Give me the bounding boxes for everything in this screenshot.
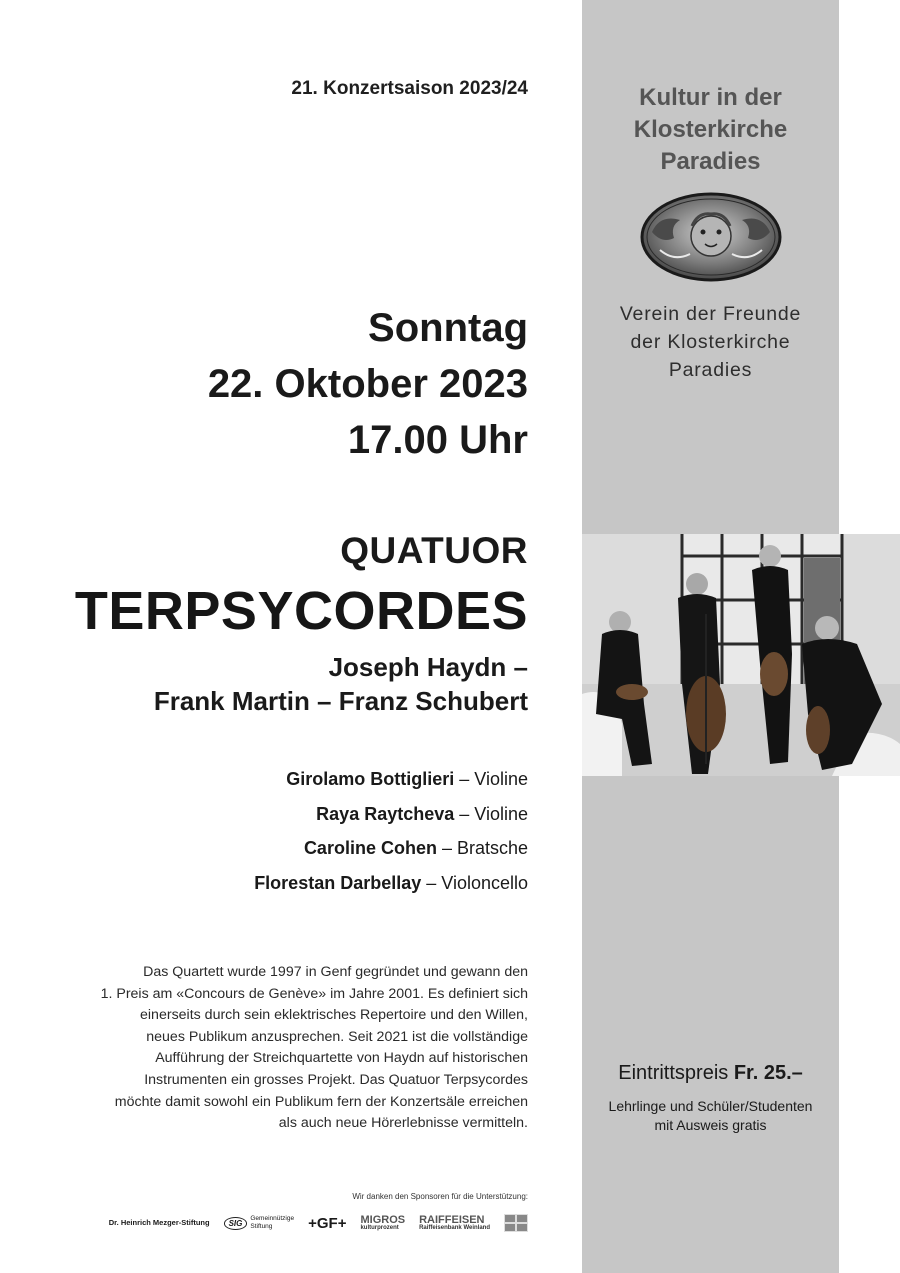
sponsor-thanks: Wir danken den Sponsoren für die Unterstützung: (352, 1192, 528, 1201)
sponsor-raiffeisen (419, 1215, 490, 1231)
sponsor-box-logo-icon (504, 1214, 528, 1232)
kultur-heading (582, 82, 839, 178)
description-line: Das Quartett wurde 1997 in Genf gegründet und gewann den (143, 964, 528, 980)
concert-date (208, 300, 528, 468)
kultur-line: Klosterkirche (633, 116, 788, 143)
price-note-line1: Lehrlinge und Schüler/Studenten (608, 1098, 813, 1114)
quartet-photo (582, 534, 900, 776)
sponsor-logos (109, 1214, 528, 1232)
ensemble-line1: QUATUOR (340, 530, 528, 571)
musician-instrument: – Bratsche (436, 838, 528, 858)
musician-list (254, 762, 528, 900)
description-line: Instrumenten ein grosses Projekt. Das Quatuor Terpsycordes (144, 1071, 528, 1088)
composers-line1: Joseph Haydn – (328, 652, 528, 682)
sig-line2: Stiftung (250, 1223, 273, 1230)
musician-row (254, 797, 528, 832)
price-note (582, 1097, 839, 1135)
season-label: 21. Konzertsaison 2023/24 (291, 78, 528, 99)
description-line: einerseits durch sein eklektrisches Repertoire und den Willen, (140, 1007, 528, 1024)
sig-logo-icon: SIG (224, 1217, 248, 1230)
raiffeisen-line2: Raiffeisenbank Weinland (419, 1225, 490, 1231)
musician-name: Girolamo Bottiglieri (286, 769, 455, 789)
description-line: möchte damit sowohl ein Publikum fern der Konzertsäle erreichen (114, 1093, 528, 1110)
musician-row (254, 831, 528, 866)
composers-line2: Frank Martin – Franz Schubert (153, 686, 528, 716)
price (582, 1062, 839, 1085)
verein-line: Paradies (668, 359, 753, 381)
musician-name: Raya Raytcheva (316, 803, 455, 824)
sig-line1: Gemeinnützige (250, 1215, 295, 1222)
description-line: neues Publikum anzusprechen. Seit 2021 ist die vollständige (146, 1028, 528, 1045)
musician-row (254, 866, 528, 901)
date-day: 22. Oktober 2023 (207, 362, 528, 406)
kultur-line: Paradies (660, 148, 761, 175)
weekday: Sonntag (368, 306, 528, 350)
composers (154, 650, 528, 718)
sponsor-sig (224, 1215, 295, 1231)
sponsor-migros (360, 1215, 405, 1231)
description-line: Aufführung der Streichquartette von Haydn auf historischen (155, 1050, 528, 1067)
sponsor-gf: +GF+ (308, 1214, 347, 1232)
description (101, 962, 528, 1135)
ensemble-line2: TERPSYCORDES (74, 581, 528, 641)
musician-name: Caroline Cohen (303, 838, 437, 858)
migros-line2: kulturprozent (360, 1225, 399, 1231)
verein-line: Verein der Freunde (619, 303, 802, 325)
price-amount: Fr. 25.– (733, 1062, 803, 1084)
kultur-line: Kultur in der (639, 84, 782, 111)
musician-instrument: – Violoncello (421, 872, 528, 893)
verein-text (582, 300, 839, 384)
raiffeisen-line1: RAIFFEISEN (419, 1214, 485, 1226)
musician-instrument: – Violine (454, 803, 528, 824)
description-line: als auch neue Hörerlebnisse vermitteln. (278, 1115, 528, 1132)
verein-line: der Klosterkirche (630, 331, 791, 353)
musician-instrument: – Violine (454, 769, 528, 789)
musician-name: Florestan Darbellay (254, 872, 422, 893)
price-label: Eintrittspreis (618, 1062, 734, 1084)
description-line: 1. Preis am «Concours de Genève» im Jahre 2001. Es definiert sich (100, 985, 528, 1002)
quartet-photo-image (582, 534, 900, 776)
musician-row (254, 762, 528, 797)
concert-time: 17.00 Uhr (347, 418, 528, 462)
cherub-medallion-icon (640, 192, 782, 282)
sponsor-mezger: Dr. Heinrich Mezger-Stiftung (108, 1218, 210, 1227)
migros-line1: MIGROS (360, 1214, 406, 1226)
price-note-line2: mit Ausweis gratis (654, 1117, 767, 1133)
